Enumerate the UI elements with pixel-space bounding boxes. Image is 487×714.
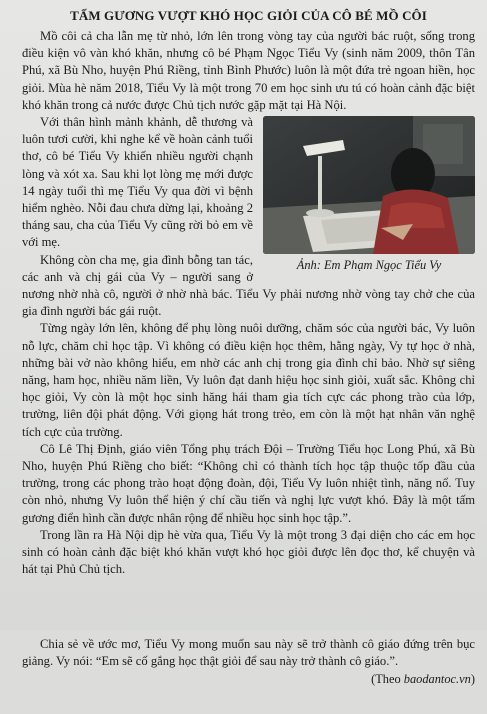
paragraph-4: Từng ngày lớn lên, không để phụ lòng nuôi dưỡng, chăm sóc của người bác, Vy luôn nỗ lực, chăm chỉ học tập. Vì không có điều kiện học thêm, hằng ngày, Vy tự học ở nhà, những bài vở nào không hiểu, em nhờ các anh chị trong gia đình chỉ bảo. Nhờ sự siêng năng, ham học, nhiều năm liền, Vy luôn đạt danh hiệu học sinh giỏi, xuất sắc. Không chỉ học giỏi, Vy còn là một học sinh hăng hái tham gia tích cực các phong trào của lớp, trường, liên đội phát động. Với giọng hát trong trẻo, em còn là một hạt nhân văn nghệ tích cực của trường.: [22, 321, 475, 439]
student-photo: [263, 116, 475, 254]
article-title: TẤM GƯƠNG VƯỢT KHÓ HỌC GIỎI CỦA CÔ BÉ MỒ CÔI: [70, 8, 427, 23]
photo-figure: [263, 116, 475, 273]
closing-section: [0, 630, 487, 714]
paragraph-7: Chia sẻ về ước mơ, Tiểu Vy mong muốn sau này sẽ trở thành cô giáo đứng trên bục giảng. Vy nói: “Em sẽ cố gắng học thật giỏi để sau này trở thành cô giáo.”.: [22, 637, 475, 669]
article: [22, 4, 475, 632]
source-suffix: ): [470, 672, 475, 687]
paragraph-1: Mồ côi cả cha lẫn mẹ từ nhỏ, lớn lên trong vòng tay của người bác ruột, sống trong điều kiện vô vàn khó khăn, nhưng cô bé Phạm Ngọc Tiểu Vy (sinh năm 2009, thôn Tân Phú, xã Bù Nho, huyện Phú Riềng, tỉnh Bình Phước) luôn là một đứa trẻ ngoan hiền, học giỏi. Mùa hè năm 2018, Tiểu Vy là một trong 70 em học sinh ưu tú có hoàn cảnh đặc biệt khó khăn trong cả nước được Chủ tịch nước gặp mặt tại Hà Nội.: [22, 29, 475, 112]
paragraph-2: Với thân hình mảnh khảnh, dễ thương và luôn tươi cười, khi nghe kể về hoàn cảnh tuổi thơ, cô bé Tiểu Vy khiến nhiều người chạnh lòng và xót xa. Sau khi lọt lòng mẹ mới được 14 ngày tuổi thì mẹ Tiểu Vy qua đời vì bệnh hiểm nghèo. Nỗi đau chưa dừng lại, khoảng 2 tháng sau, cha của Tiểu Vy cũng rời bỏ em về với mẹ.: [22, 115, 253, 250]
source-name: baodantoc.vn: [403, 672, 471, 687]
photo-caption: Ảnh: Em Phạm Ngọc Tiểu Vy: [296, 258, 442, 273]
photo-section: [22, 114, 475, 320]
paragraph-3: Không còn cha mẹ, gia đình bỗng tan tác, các anh và chị gái của Vy – người sang ở nương nhờ nhà cô, người ở nhờ nhà bác. Tiểu Vy phải nương nhờ vòng tay chở che của gia đình người bác gái ruột.: [22, 252, 475, 319]
source-prefix: (Theo: [371, 672, 404, 687]
paragraph-6: Trong lần ra Hà Nội dịp hè vừa qua, Tiểu Vy là một trong 3 đại diện cho các em học sinh có hoàn cảnh đặc biệt khó khăn vượt khó học giỏi được lên đọc thơ, kể chuyện và hát tại Phủ Chủ tịch.: [22, 527, 475, 577]
photo-illustration: [263, 116, 475, 254]
paragraph-5: Cô Lê Thị Định, giáo viên Tổng phụ trách Đội – Trường Tiểu học Long Phú, xã Bù Nho, huyện Phú Riềng cho biết: “Không chỉ có thành tích học tập thuộc tốp đầu của trường, trong các phong trào hoạt động đoàn, đội, Tiểu Vy luôn nhiệt tình, năng nổ. Tuy còn nhỏ, nhưng Vy luôn thể hiện ý chí cầu tiến và nghị lực vượt khó. Đây là một tấm gương điển hình cần được nhân rộng để nhiều học sinh học tập.”.: [22, 441, 475, 525]
source-credit: [22, 672, 475, 687]
